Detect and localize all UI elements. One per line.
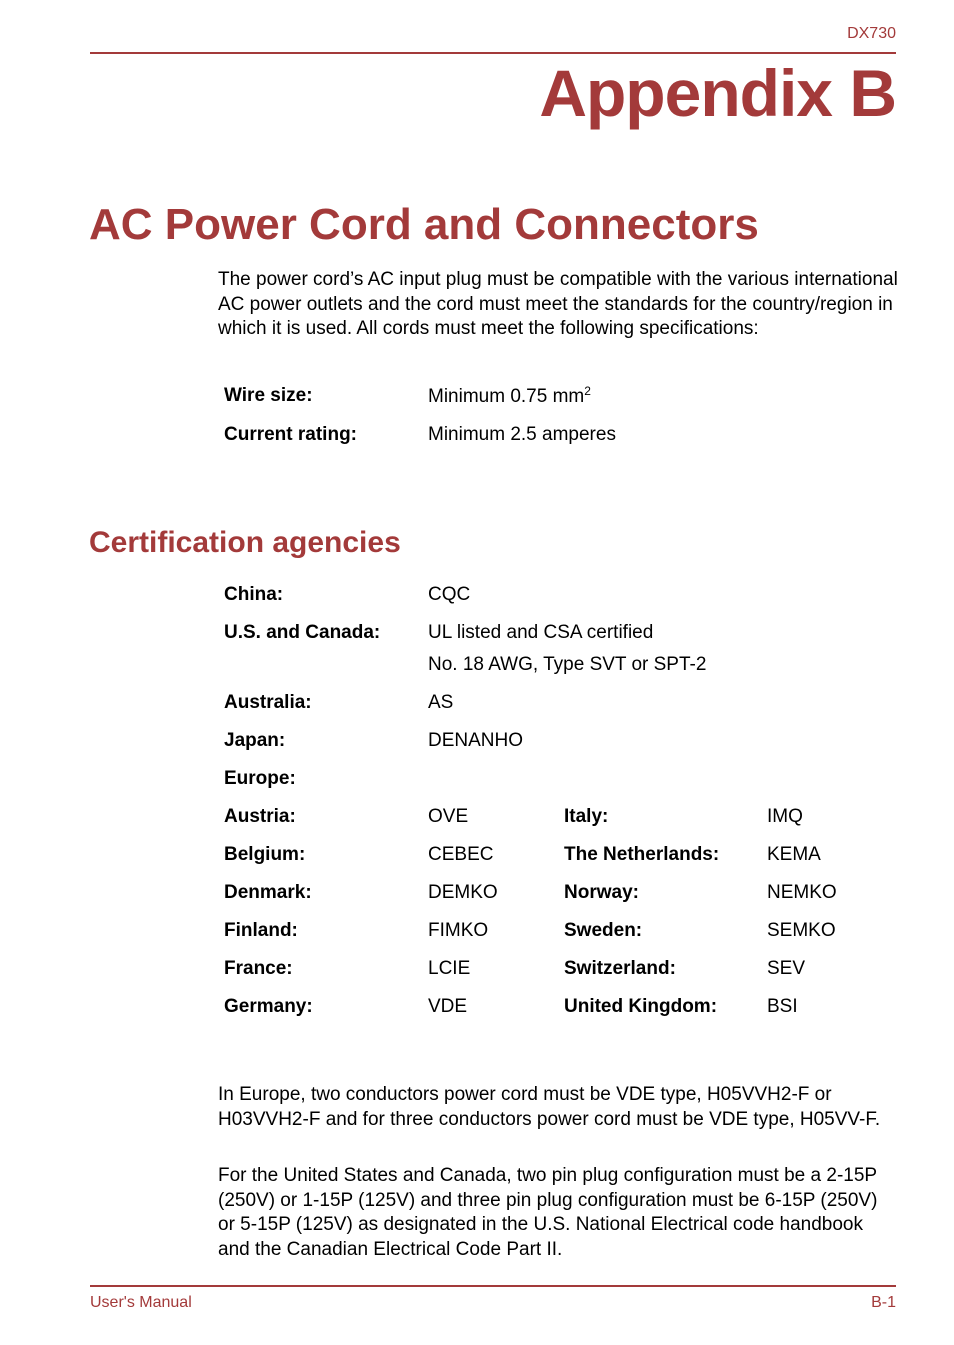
footer-manual-label: User's Manual xyxy=(90,1294,192,1311)
intro-paragraph: The power cord’s AC input plug must be compatible with the various international AC power outlets and the cord must meet the standards for the country/region in which it is used. All cords must meet the following specifications: xyxy=(218,269,898,339)
spec-label-current-rating: Current rating: xyxy=(224,424,357,445)
europe-cord-paragraph: In Europe, two conductors power cord must be VDE type, H05VVH2-F or H03VVH2-F and for three conductors power cord must be VDE type, H05VV-F. xyxy=(218,1084,881,1130)
europe-country-label: The Netherlands: xyxy=(564,844,720,865)
cert-value-secondary: No. 18 AWG, Type SVT or SPT-2 xyxy=(428,654,707,675)
europe-country-label: Italy: xyxy=(564,806,609,827)
europe-agency-value: DEMKO xyxy=(428,882,498,903)
europe-agency-value: LCIE xyxy=(428,958,471,979)
europe-country-label: Sweden: xyxy=(564,920,643,941)
spec-value-superscript: 2 xyxy=(584,384,591,398)
europe-agency-value: CEBEC xyxy=(428,844,494,865)
europe-country-label: Belgium: xyxy=(224,844,306,865)
europe-country-label: United Kingdom: xyxy=(564,996,718,1017)
europe-country-label: Austria: xyxy=(224,806,296,827)
europe-agency-value: SEMKO xyxy=(767,920,836,941)
cert-value: DENANHO xyxy=(428,730,524,751)
europe-country-label: Finland: xyxy=(224,920,298,941)
spec-value-current-rating: Minimum 2.5 amperes xyxy=(428,424,616,445)
certification-title: Certification agencies xyxy=(89,526,401,559)
cert-label-europe: Europe: xyxy=(224,768,296,789)
europe-agency-value: KEMA xyxy=(767,844,821,865)
europe-agency-value: VDE xyxy=(428,996,468,1017)
cert-value: CQC xyxy=(428,584,471,605)
europe-country-label: Denmark: xyxy=(224,882,312,903)
appendix-title: Appendix B xyxy=(539,56,896,130)
spec-value-wire-size: Minimum 0.75 $mm^2$ xyxy=(428,384,591,407)
cert-value: AS xyxy=(428,692,454,713)
cert-label: Japan: xyxy=(224,730,286,751)
europe-country-label: France: xyxy=(224,958,293,979)
section-title: AC Power Cord and Connectors xyxy=(89,200,759,249)
header-rule xyxy=(90,52,896,54)
cert-value: UL listed and CSA certified xyxy=(428,622,654,643)
cert-label: U.S. and Canada: xyxy=(224,622,381,643)
footer-rule xyxy=(90,1285,896,1287)
europe-agency-value: NEMKO xyxy=(767,882,837,903)
europe-country-label: Germany: xyxy=(224,996,313,1017)
us-canada-plug-paragraph: For the United States and Canada, two pin plug configuration must be a 2-15P (250V) or 1-15P (125V) and three pin plug configuration must be 6-15P (250V) or 5-15P (125V) as designated in the U.S. National Electrical code handbook and the Canadian Electrical Code Part II. xyxy=(218,1165,878,1260)
spec-label-wire-size: Wire size: xyxy=(224,385,313,406)
europe-agency-value: OVE xyxy=(428,806,469,827)
europe-agency-value: IMQ xyxy=(767,806,803,827)
footer-page-number: B-1 xyxy=(871,1294,896,1311)
header-model: DX730 xyxy=(847,25,896,42)
europe-country-label: Switzerland: xyxy=(564,958,676,979)
europe-agency-value: SEV xyxy=(767,958,806,979)
cert-label: China: xyxy=(224,584,284,605)
europe-agency-value: FIMKO xyxy=(428,920,489,941)
europe-agency-value: BSI xyxy=(767,996,798,1017)
europe-country-label: Norway: xyxy=(564,882,639,903)
cert-label: Australia: xyxy=(224,692,312,713)
